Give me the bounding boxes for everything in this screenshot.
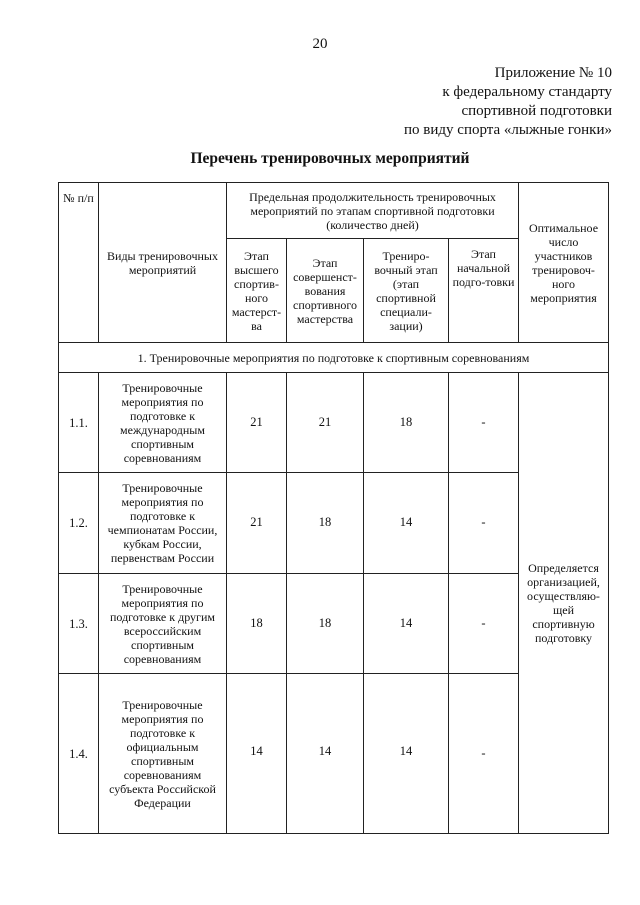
row-value-stage1: 21	[227, 473, 287, 574]
appendix-line: к федеральному стандарту	[442, 84, 612, 100]
header-stage-training: Трениро-вочный этап (этап спортивной специали-зации)	[364, 239, 449, 343]
header-stage-improvement: Этап совершенст-вования спортивного мастерства	[287, 239, 364, 343]
row-value-stage1: 18	[227, 574, 287, 674]
row-value-stage3: 14	[364, 473, 449, 574]
appendix-line: Приложение № 10	[494, 65, 612, 81]
header-stage-initial: Этап начальной подго-товки	[449, 239, 519, 343]
row-value-stage4: -	[449, 473, 519, 574]
row-value-stage2: 18	[287, 473, 364, 574]
appendix-line: по виду спорта «лыжные гонки»	[404, 122, 612, 138]
row-value-stage4: -	[449, 373, 519, 473]
header-duration: Предельная продолжительность тренировочных мероприятий по этапам спортивной подготовки (количество дней)	[227, 183, 519, 239]
row-event-name: Тренировочные мероприятия по подготовке к чемпионатам России, кубкам России, первенствам России	[99, 473, 227, 574]
row-value-stage2: 18	[287, 574, 364, 674]
header-number: № п/п	[59, 183, 99, 343]
row-value-stage4: -	[449, 674, 519, 834]
appendix-line: спортивной подготовки	[461, 103, 612, 119]
header-optimal-participants: Оптимальное число участников тренировоч-ного мероприятия	[519, 183, 609, 343]
row-value-stage3: 14	[364, 574, 449, 674]
row-value-stage2: 21	[287, 373, 364, 473]
document-title: Перечень тренировочных мероприятий	[190, 150, 470, 167]
row-value-stage4: -	[449, 574, 519, 674]
row-number: 1.3.	[59, 574, 99, 674]
row-value-stage1: 14	[227, 674, 287, 834]
row-value-stage3: 18	[364, 373, 449, 473]
row-value-stage3: 14	[364, 674, 449, 834]
row-number: 1.1.	[59, 373, 99, 473]
page-number: 20	[312, 36, 328, 52]
row-event-name: Тренировочные мероприятия по подготовке к официальным спортивным соревнованиям субъекта Российской Федерации	[99, 674, 227, 834]
row-number: 1.2.	[59, 473, 99, 574]
row-event-name: Тренировочные мероприятия по подготовке к другим всероссийским спортивным соревнованиям	[99, 574, 227, 674]
section-heading: 1. Тренировочные мероприятия по подготовке к спортивным соревнованиям	[59, 343, 609, 373]
appendix-heading	[404, 64, 612, 140]
header-event-type: Виды тренировочных мероприятий	[99, 183, 227, 343]
header-stage-higher-mastery: Этап высшего спортив-ного мастерст-ва	[227, 239, 287, 343]
row-value-stage1: 21	[227, 373, 287, 473]
row-event-name: Тренировочные мероприятия по подготовке к международным спортивным соревнованиям	[99, 373, 227, 473]
optimal-participants-value: Определяется организацией, осуществляю-щей спортивную подготовку	[519, 373, 609, 834]
training-events-table	[58, 182, 609, 834]
row-value-stage2: 14	[287, 674, 364, 834]
row-number: 1.4.	[59, 674, 99, 834]
